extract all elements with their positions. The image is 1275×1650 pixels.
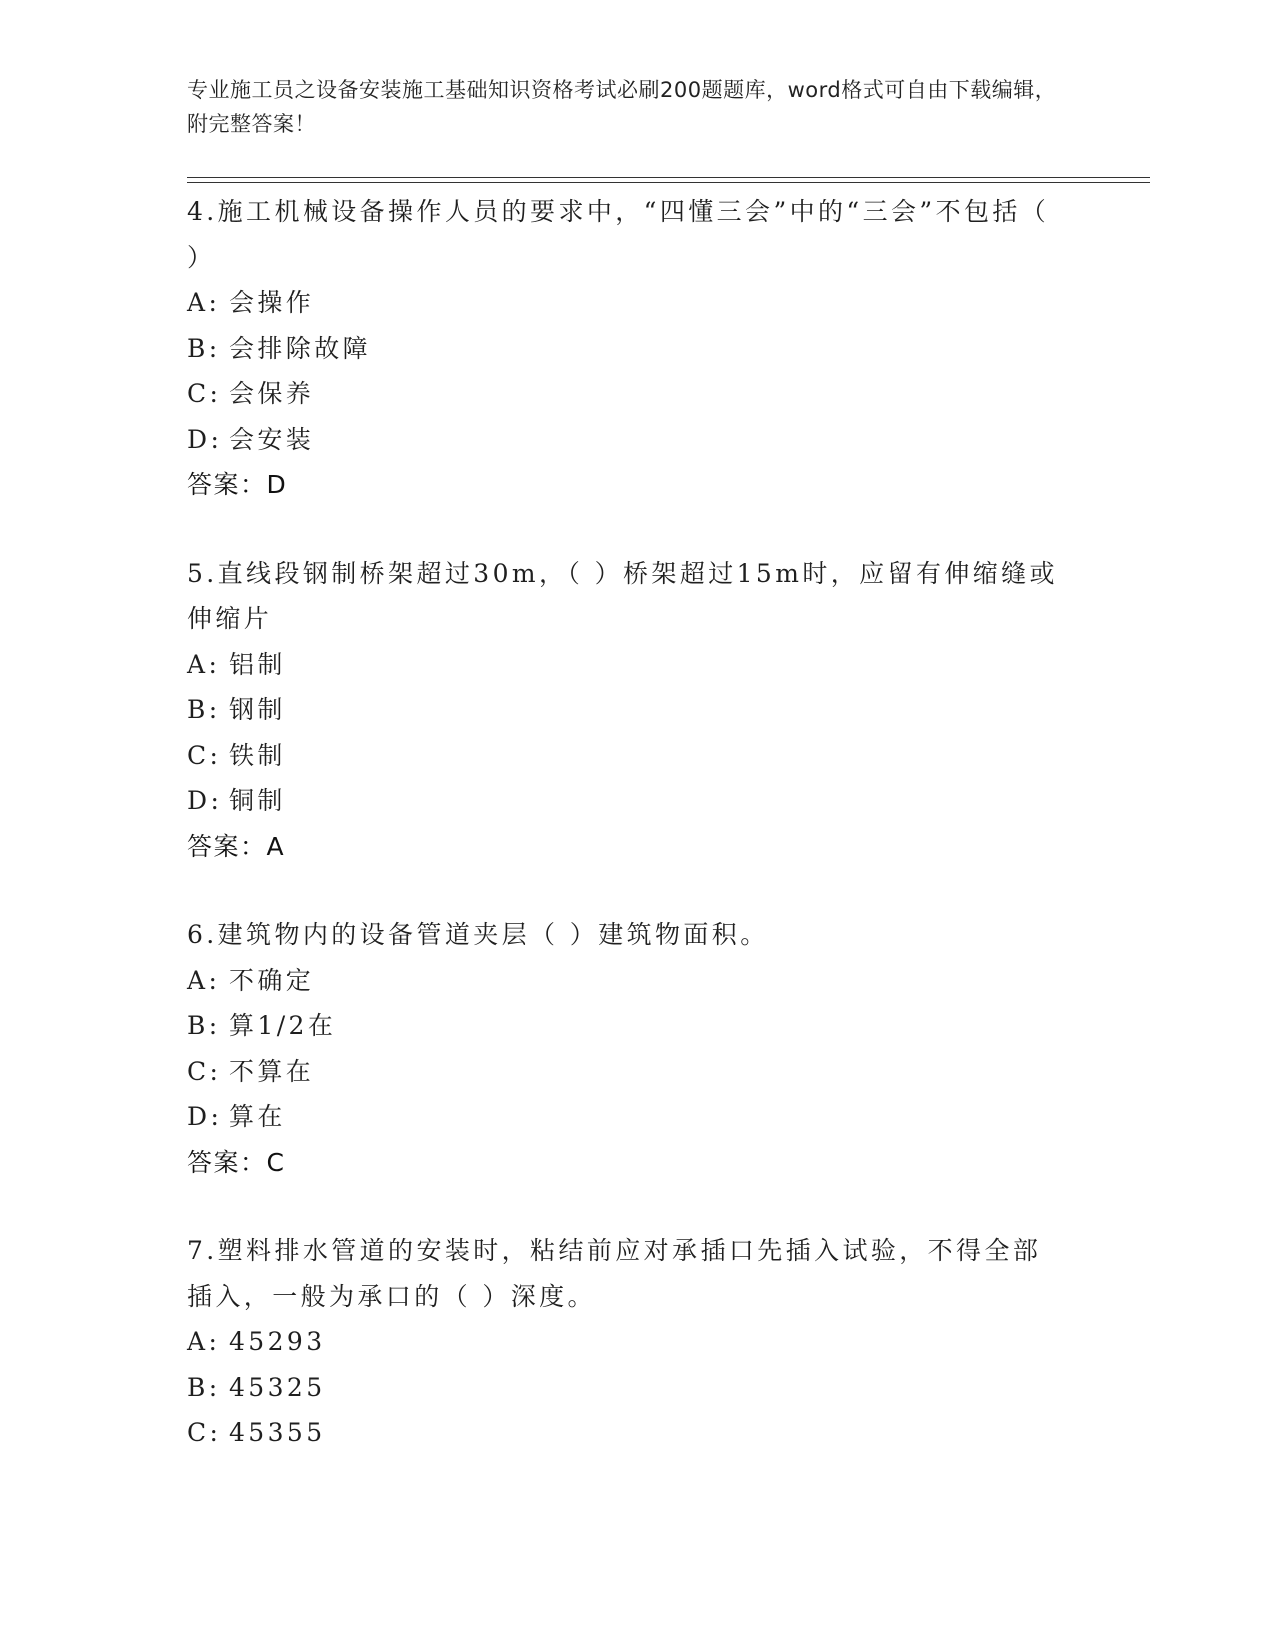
option-letter: C: [187,379,222,408]
question-text [187,189,1067,280]
option-text: 钢制 [229,695,286,724]
option-text: 45355 [229,1418,326,1447]
question-stem: 塑料排水管道的安装时，粘结前应对承插口先插入试验，不得全部插入，一般为承口的（ ）深度。 [187,1236,1042,1311]
option-letter: A: [187,965,221,995]
question-stem: 施工机械设备操作人员的要求中，“四懂三会”中的“三会”不包括（ ） [187,197,1050,272]
option-text: 铜制 [229,786,286,815]
option-c [187,371,1067,417]
answer-line [187,824,1067,870]
option-letter: C: [187,740,222,770]
option-a [187,642,1067,688]
option-b [187,326,1067,372]
answer-label: 答案： [187,831,267,861]
question-spacer [187,1185,1067,1228]
answer-label: 答案： [187,1147,267,1177]
option-a [187,1319,1067,1365]
answer-line [187,462,1067,508]
option-letter: A: [187,1327,221,1356]
question-stem: 直线段钢制桥架超过30m，（ ）桥架超过15m时，应留有伸缩缝或伸缩片 [187,558,1058,633]
option-letter: D: [187,786,223,815]
option-b [187,1365,1067,1411]
option-text: 算在 [229,1102,286,1131]
option-letter: A: [187,649,221,679]
header-divider-bottom [187,182,1150,183]
question-number: 6. [187,920,218,949]
option-c [187,733,1067,779]
option-letter: C: [187,1056,222,1086]
question-text [187,551,1067,642]
option-text: 45325 [229,1372,326,1402]
question-item [187,912,1067,1185]
option-letter: B: [187,1372,221,1402]
option-letter: B: [187,1011,221,1040]
option-letter: A: [187,288,221,317]
answer-value: D [266,470,288,499]
question-number: 4. [187,197,218,226]
option-a [187,958,1067,1004]
question-item [187,189,1067,508]
question-text [187,912,1067,958]
question-spacer [187,869,1067,912]
option-letter: B: [187,695,221,724]
option-text: 会安装 [229,424,315,454]
option-text: 不确定 [229,965,315,995]
question-number: 5. [187,558,218,588]
option-letter: C: [187,1418,222,1447]
question-spacer [187,508,1067,551]
option-text: 算1/2在 [229,1011,337,1040]
option-d [187,1094,1067,1140]
answer-value: C [266,1147,286,1177]
option-letter: B: [187,333,221,363]
option-text: 会保养 [229,379,315,408]
question-number: 7. [187,1236,218,1265]
option-text: 铁制 [229,740,286,770]
answer-line [187,1140,1067,1186]
answer-value: A [266,831,286,861]
option-c [187,1410,1067,1456]
option-b [187,687,1067,733]
document-header: 专业施工员之设备安装施工基础知识资格考试必刷200题题库，word格式可自由下载编辑，附完整答案！ [187,78,1057,136]
option-d [187,417,1067,463]
question-list [187,189,1067,1456]
option-a [187,280,1067,326]
option-d [187,778,1067,824]
question-text [187,1228,1067,1319]
option-text: 会排除故障 [229,333,372,363]
question-item [187,551,1067,870]
option-text: 45293 [229,1327,326,1356]
header-divider-top [187,177,1150,178]
answer-label: 答案： [187,470,267,499]
option-text: 会操作 [229,288,315,317]
option-text: 铝制 [229,649,286,679]
question-item [187,1228,1067,1456]
option-b [187,1003,1067,1049]
option-letter: D: [187,424,223,454]
option-letter: D: [187,1102,223,1131]
option-text: 不算在 [229,1056,315,1086]
question-stem: 建筑物内的设备管道夹层（ ）建筑物面积。 [217,920,769,949]
option-c [187,1049,1067,1095]
